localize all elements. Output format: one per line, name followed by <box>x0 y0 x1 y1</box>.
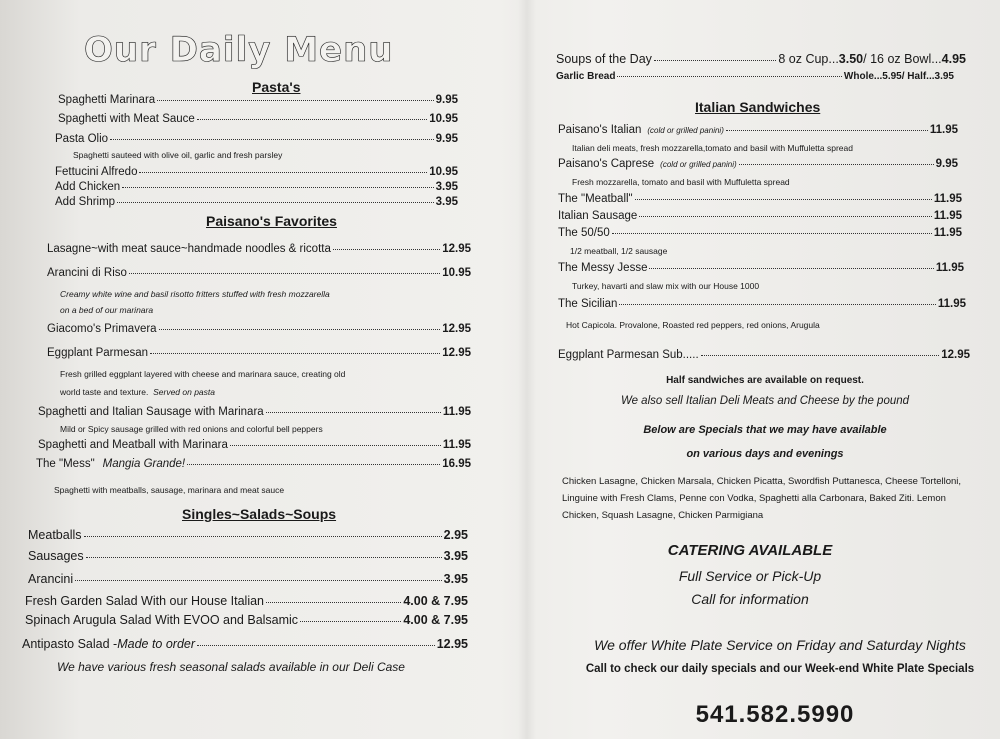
menu-item <box>47 267 471 279</box>
half-label: / Half... <box>901 71 935 82</box>
item-name: The Sicilian <box>558 298 618 310</box>
item-description: Mild or Spicy sausage grilled with red onions and colorful bell peppers <box>60 424 323 434</box>
menu-item <box>558 262 964 274</box>
menu-item <box>55 181 458 193</box>
item-price: 12.95 <box>436 637 468 651</box>
menu-item <box>22 637 468 651</box>
item-name: Pasta Olio <box>55 133 109 145</box>
bowl-price: 4.95 <box>941 52 966 66</box>
leader-dots <box>726 130 928 131</box>
leader-dots <box>117 202 434 203</box>
item-price: 12.95 <box>442 323 471 335</box>
item-description: Hot Capicola. Provalone, Roasted red peppers, red onions, Arugula <box>566 320 820 330</box>
menu-item <box>558 193 962 205</box>
leader-dots <box>139 172 427 173</box>
half-sandwich-note: Half sandwiches are available on request. <box>666 375 864 386</box>
leader-dots <box>739 164 934 165</box>
leader-dots <box>701 355 940 356</box>
item-price: 11.95 <box>933 193 962 205</box>
menu-title: Our Daily Menu <box>84 30 394 70</box>
item-price: 2.95 <box>443 528 468 542</box>
item-description: Creamy white wine and basil risotto fritters stuffed with fresh mozzarella <box>60 289 330 299</box>
desc-text: world taste and texture. <box>60 387 149 397</box>
item-note: (cold or grilled panini) <box>647 126 724 135</box>
specials-note-2: on various days and evenings <box>686 448 844 460</box>
menu-item <box>558 298 966 310</box>
leader-dots <box>75 580 441 581</box>
pasta-heading: Pasta's <box>252 79 301 95</box>
item-name: Add Shrimp <box>55 196 116 208</box>
leader-dots <box>635 199 932 200</box>
catering-heading: CATERING AVAILABLE <box>667 542 833 559</box>
item-description: Turkey, havarti and slaw mix with our House 1000 <box>572 281 760 291</box>
page-fold <box>518 0 536 739</box>
menu-item <box>36 458 471 470</box>
menu-item <box>55 196 458 208</box>
item-name: Spinach Arugula Salad With EVOO and Balsamic <box>25 613 299 627</box>
leader-dots <box>333 249 440 250</box>
item-name: Eggplant Parmesan Sub..... <box>558 349 699 361</box>
item-name: Spaghetti with Meat Sauce <box>58 113 195 125</box>
item-description: 1/2 meatball, 1/2 sausage <box>570 246 668 256</box>
leader-dots <box>197 645 435 646</box>
leader-dots <box>619 304 935 305</box>
leader-dots <box>639 216 932 217</box>
leader-dots <box>230 445 441 446</box>
menu-item <box>558 227 962 239</box>
menu-item <box>47 323 471 335</box>
item-name: Sausages <box>28 549 84 563</box>
white-plate-line-1: We offer White Plate Service on Friday and Saturday Nights <box>594 637 966 653</box>
favorites-heading: Paisano's Favorites <box>206 213 337 229</box>
phone-number: 541.582.5990 <box>695 701 855 728</box>
item-name: Eggplant Parmesan <box>47 347 149 359</box>
item-name: Add Chicken <box>55 181 121 193</box>
menu-item <box>58 113 458 125</box>
specials-list: Chicken Lasagne, Chicken Marsala, Chicken Picatta, Swordfish Puttanesca, Cheese Tortelloni, <box>562 476 962 487</box>
menu-item <box>558 124 958 136</box>
item-note: (cold or grilled panini) <box>660 160 737 169</box>
menu-item <box>58 94 458 106</box>
item-price: 3.95 <box>435 181 458 193</box>
item-price: 16.95 <box>442 458 471 470</box>
item-name: Italian Sausage <box>558 210 638 222</box>
item-price: 11.95 <box>933 210 962 222</box>
item-name: Fresh Garden Salad With our House Italian <box>25 594 265 608</box>
item-price: 11.95 <box>929 124 958 136</box>
leader-dots <box>266 602 401 603</box>
item-price: 10.95 <box>429 166 458 178</box>
item-price: 3.95 <box>443 572 468 586</box>
item-description <box>60 387 215 397</box>
specials-list: Chicken, Squash Lasagne, Chicken Parmigiana <box>562 510 764 521</box>
item-name: Antipasto Salad - <box>22 637 118 651</box>
leader-dots <box>187 464 440 465</box>
item-name: Lasagne~with meat sauce~handmade noodles & ricotta <box>47 243 331 255</box>
leader-dots <box>654 60 776 61</box>
bowl-label: / 16 oz Bowl... <box>863 52 942 66</box>
whole-label: Whole... <box>843 71 883 82</box>
bread-row <box>556 71 954 82</box>
item-price: 3.95 <box>443 549 468 563</box>
sandwiches-heading: Italian Sandwiches <box>695 99 821 115</box>
singles-heading: Singles~Salads~Soups <box>182 506 337 522</box>
item-name: Arancini <box>28 572 74 586</box>
item-name: Garlic Bread <box>556 71 616 82</box>
item-name: Spaghetti and Meatball with Marinara <box>38 439 228 451</box>
item-name-extra: Made to order <box>117 637 196 651</box>
item-name: Giacomo's Primavera <box>47 323 157 335</box>
leader-dots <box>649 268 933 269</box>
leader-dots <box>266 412 441 413</box>
item-name: Paisano's Italian <box>558 124 642 136</box>
item-price: 10.95 <box>442 267 471 279</box>
menu-item <box>38 439 471 451</box>
item-price: 9.95 <box>435 94 458 106</box>
item-name: The "Mess" <box>36 458 95 470</box>
item-price: 11.95 <box>442 406 471 418</box>
item-price: 10.95 <box>429 113 458 125</box>
item-price: 9.95 <box>435 133 458 145</box>
menu-item <box>558 158 958 170</box>
item-description: Fresh mozzarella, tomato and basil with Muffuletta spread <box>572 177 790 187</box>
item-name: Soups of the Day <box>556 52 652 66</box>
menu-item <box>558 210 962 222</box>
leader-dots <box>84 536 442 537</box>
white-plate-line-2: Call to check our daily specials and our Week-end White Plate Specials <box>585 663 975 675</box>
item-price: 12.95 <box>442 347 471 359</box>
item-name: Arancini di Riso <box>47 267 127 279</box>
menu-item <box>28 572 468 586</box>
item-description: Fresh grilled eggplant layered with cheese and marinara sauce, creating old <box>60 369 346 379</box>
item-name: Spaghetti and Italian Sausage with Marinara <box>38 406 264 418</box>
item-price: 3.95 <box>435 196 458 208</box>
cup-label: 8 oz Cup... <box>778 52 839 66</box>
menu-item <box>47 243 471 255</box>
item-price: 11.95 <box>937 298 966 310</box>
catering-line-1: Full Service or Pick-Up <box>678 568 822 584</box>
item-name-extra: Mangia Grande! <box>102 458 186 470</box>
item-description: Spaghetti with meatballs, sausage, marinara and meat sauce <box>54 485 285 495</box>
item-name: Paisano's Caprese <box>558 158 655 170</box>
specials-note-1: Below are Specials that we may have available <box>643 424 887 436</box>
menu-item <box>55 133 458 145</box>
leader-dots <box>617 76 841 77</box>
soups-row <box>556 52 966 66</box>
specials-list: Linguine with Fresh Clams, Penne con Vodka, Spaghetti alla Carbonara, Baked Ziti. Lemon <box>562 493 946 504</box>
menu-item <box>47 347 471 359</box>
item-price: 12.95 <box>941 349 970 361</box>
deli-note: We also sell Italian Deli Meats and Cheese by the pound <box>620 395 910 407</box>
menu-item <box>55 166 458 178</box>
leader-dots <box>612 233 932 234</box>
menu-item <box>25 613 468 627</box>
leader-dots <box>122 187 433 188</box>
salads-footer: We have various fresh seasonal salads available in our Deli Case <box>57 660 405 674</box>
leader-dots <box>300 621 401 622</box>
half-price: 3.95 <box>934 71 954 82</box>
leader-dots <box>86 557 442 558</box>
item-price: 11.95 <box>933 227 962 239</box>
item-name: The "Meatball" <box>558 193 633 205</box>
item-price: 4.00 & 7.95 <box>403 613 468 627</box>
leader-dots <box>159 329 441 330</box>
menu-item <box>28 549 468 563</box>
item-name: Fettucini Alfredo <box>55 166 138 178</box>
item-price: 11.95 <box>935 262 964 274</box>
leader-dots <box>110 139 434 140</box>
catering-line-2: Call for information <box>691 591 809 607</box>
item-price: 4.00 & 7.95 <box>403 594 468 608</box>
item-price: 9.95 <box>935 158 958 170</box>
leader-dots <box>157 100 433 101</box>
item-description: Spaghetti sauteed with olive oil, garlic and fresh parsley <box>73 150 283 160</box>
item-price: 11.95 <box>442 439 471 451</box>
leader-dots <box>129 273 440 274</box>
leader-dots <box>197 119 427 120</box>
item-description: Italian deli meats, fresh mozzarella,tomato and basil with Muffuletta spread <box>572 143 853 153</box>
item-name: Meatballs <box>28 528 82 542</box>
menu-item <box>558 349 970 361</box>
item-description: on a bed of our marinara <box>60 305 154 315</box>
whole-price: 5.95 <box>882 71 902 82</box>
item-name: The 50/50 <box>558 227 610 239</box>
item-price: 12.95 <box>442 243 471 255</box>
menu-item <box>28 528 468 542</box>
menu-item <box>38 406 471 418</box>
cup-price: 3.50 <box>838 52 864 66</box>
leader-dots <box>150 353 440 354</box>
item-name: The Messy Jesse <box>558 262 648 274</box>
desc-text-italic: Served on pasta <box>153 387 215 397</box>
item-name: Spaghetti Marinara <box>58 94 156 106</box>
menu-item <box>25 594 468 608</box>
